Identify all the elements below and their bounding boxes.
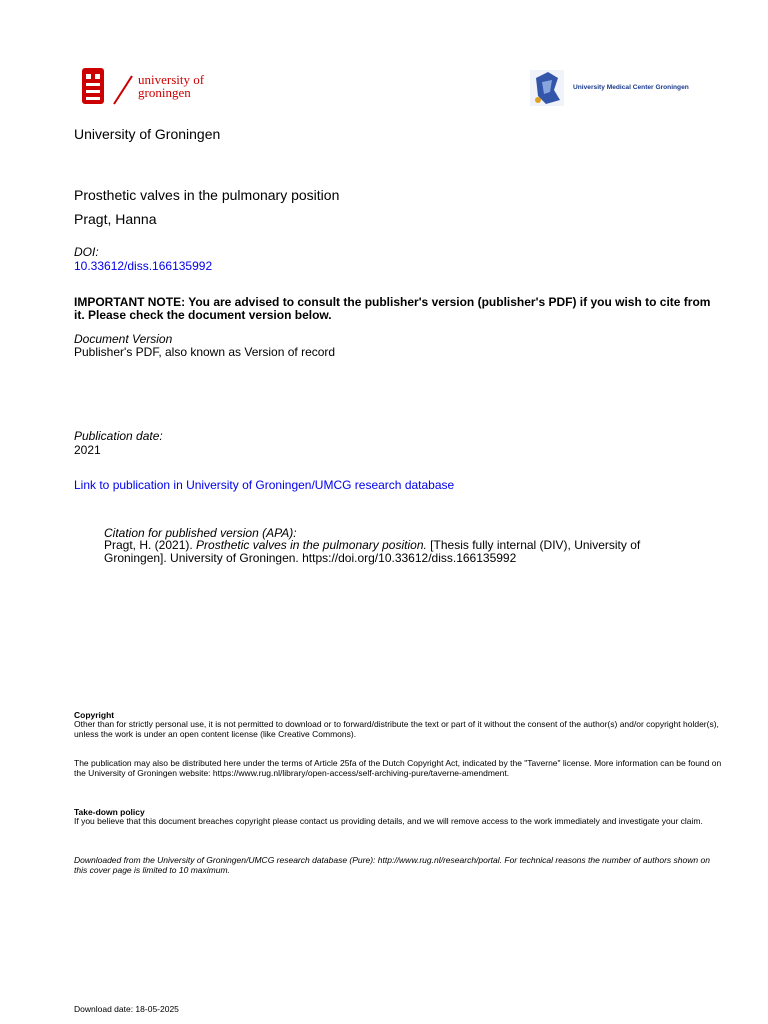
publication-date-value: 2021 — [74, 443, 101, 457]
citation-prefix: Pragt, H. (2021). — [104, 538, 197, 552]
publication-date-label: Publication date: — [74, 429, 163, 443]
copyright-text: Other than for strictly personal use, it is not permitted to download or to forward/distribute the text or part of it without the consent of the author(s) and/or copyright holder(s), unless the work is under an open content license (like Creative Commons). — [74, 719, 719, 739]
rug-wordmark: university of groningen — [138, 72, 205, 100]
citation-suffix: [Thesis fully internal (DIV), University of Groningen]. University of Groningen. https://doi.org/10.33612/diss.166135992 — [104, 538, 641, 565]
download-note: Downloaded from the University of Groningen/UMCG research database (Pure): http://www.rug.nl/research/portal. For technical reasons the number of authors shown on this cover page is limited to 10 maximum. — [74, 855, 710, 875]
publication-title: Prosthetic valves in the pulmonary position — [74, 187, 340, 203]
umcg-label: University Medical Center Groningen — [573, 84, 689, 91]
taverne-text: The publication may also be distributed here under the terms of Article 25fa of the Dutch Copyright Act, indicated by the "Taverne" license. More information can be found on the University of Groningen website: https://www.rug.nl/library/open-access/self-archiving-pure/taverne-amendment. — [74, 758, 722, 778]
rug-crest-icon — [78, 66, 134, 110]
doi-link[interactable]: 10.33612/diss.166135992 — [74, 259, 213, 273]
citation-label: Citation for published version (APA): — [104, 526, 297, 540]
download-date: Download date: 18-05-2025 — [74, 1004, 179, 1014]
takedown-heading: Take-down policy — [74, 807, 145, 817]
umcg-emblem-icon — [526, 66, 570, 110]
takedown-text: If you believe that this document breaches copyright please contact us providing details, and we will remove access to the work immediately and investigate your claim. — [74, 816, 703, 826]
copyright-heading: Copyright — [74, 710, 115, 720]
citation-text — [104, 539, 704, 565]
document-version-value: Publisher's PDF, also known as Version of record — [74, 345, 336, 359]
university-of-groningen-logo — [78, 66, 228, 110]
umcg-logo — [526, 66, 726, 110]
publication-database-link[interactable]: Link to publication in University of Groningen/UMCG research database — [74, 478, 455, 492]
important-note: IMPORTANT NOTE: You are advised to consult the publisher's version (publisher's PDF) if you wish to cite from it. Please check the document version below. — [74, 295, 711, 322]
author: Pragt, Hanna — [74, 211, 157, 227]
doi-label: DOI: — [74, 245, 99, 259]
document-version-label: Document Version — [74, 332, 173, 346]
university-name: University of Groningen — [74, 126, 221, 142]
citation-title: Prosthetic valves in the pulmonary position. — [196, 538, 427, 552]
